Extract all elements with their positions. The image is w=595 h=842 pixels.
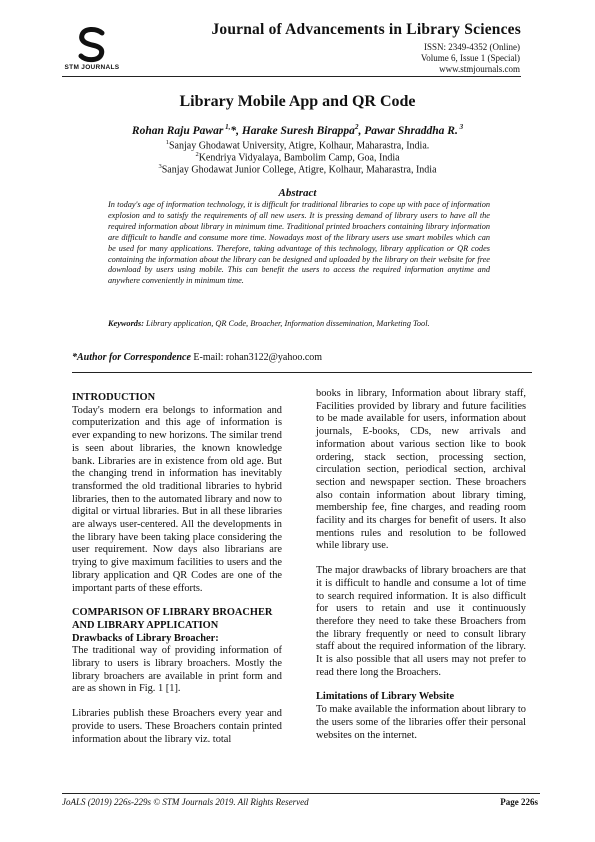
publish-paragraph: Libraries publish these Broachers every year and provide to users. These Broachers contain printed information about the library viz. total bbox=[72, 708, 282, 745]
author-name: Pawar Shraddha R. bbox=[364, 124, 458, 137]
limitations-paragraph: To make available the information about library to the users some of the libraries offer their personal websites on the internet. bbox=[316, 704, 526, 741]
introduction-paragraph: Today's modern era belongs to information and computerization and this age of information is ever expanding to new horizons. The similar trend is seen about libraries, the known knowledge bank. Libraries are in existence from old age. But the changing trend in information has inevitably transformed the old traditional libraries to hybrid libraries, then to the automated library and now to digital or virtual libraries. But in all these libraries are always user-centered. All the developments in the library have been taking place considering the user requirement. Now days also librarians are trying to give maximum facilities to users and the library application and QR Codes are one of the important parts of these efforts. bbox=[72, 404, 282, 594]
comparison-heading: COMPARISON OF LIBRARY BROACHER AND LIBRARY APPLICATION bbox=[72, 607, 273, 631]
author-affil-marker: 3 bbox=[457, 123, 464, 131]
correspondence-label: *Author for Correspondence bbox=[72, 352, 191, 363]
broacher-contents-paragraph: books in library, Information about library staff, Facilities provided by library and future facilities to be made available for users, information about journals, E-books, CDs, new arrivals and information about various section like to book ordering, stack section, processing section, circulation section, periodical section, archival section and newspaper section. These broachers also contain information about library timing, membership fee, fine charges, and reading room facility and its charges for benefit of users. It also mentions rules and resolution to be followed while library use. bbox=[316, 388, 526, 552]
body-column-right bbox=[316, 388, 526, 742]
affiliation-marker: 1 bbox=[165, 139, 169, 146]
stm-logo-icon bbox=[74, 26, 110, 64]
author-affil-marker: 2 bbox=[354, 123, 359, 131]
logo-text: STM JOURNALS bbox=[64, 64, 120, 71]
keywords-text: Library application, QR Code, Broacher, Information dissemination, Marketing Tool. bbox=[143, 319, 430, 328]
author-affil-marker: 1, bbox=[223, 123, 231, 131]
drawbacks-paragraph: The traditional way of providing information of library to users is library broachers. Mostly the library broachers are available in print form and are as shown in Fig. 1 [1]. bbox=[72, 645, 282, 695]
article-title: Library Mobile App and QR Code bbox=[179, 93, 416, 110]
drawbacks-detail-paragraph: The major drawbacks of library broachers are that it is difficult to handle and consume a lot of time to search required information. It is also difficult for users to retain and use it continuously therefore they need to take these Broachers from the library frequently or need to consult library staff about the required information of the library. It is also possible that all users may not prefer to read there long the Broachers. bbox=[316, 565, 526, 678]
author-name: Harake Suresh Birappa bbox=[241, 124, 355, 137]
introduction-heading: INTRODUCTION bbox=[72, 392, 156, 403]
affiliation-text: Sanjay Ghodawat University, Atigre, Kolhaur, Maharastra, India. bbox=[168, 140, 430, 152]
footer-citation: JoALS (2019) 226s-229s © STM Journals 2019. All Rights Reserved bbox=[62, 797, 309, 807]
correspondence bbox=[72, 352, 322, 363]
journal-title: Journal of Advancements in Library Sciences bbox=[211, 21, 521, 38]
keywords-label: Keywords: bbox=[108, 319, 144, 328]
header-divider bbox=[62, 76, 521, 77]
correspondence-email: E-mail: rohan3122@yahoo.com bbox=[190, 352, 323, 363]
affiliation bbox=[0, 139, 595, 151]
journal-website-link[interactable]: www.stmjournals.com bbox=[439, 64, 520, 74]
affiliation bbox=[0, 151, 595, 163]
issn: ISSN: 2349-4352 (Online) bbox=[424, 42, 520, 52]
abstract-heading: Abstract bbox=[278, 187, 317, 199]
footer-divider bbox=[62, 793, 540, 794]
affiliation-marker: 2 bbox=[195, 151, 199, 158]
affiliation-text: Sanjay Ghodawat Junior College, Atigre, Kolhaur, Maharastra, India bbox=[161, 164, 437, 176]
author-name: Rohan Raju Pawar bbox=[131, 124, 224, 137]
volume-issue: Volume 6, Issue 1 (Special) bbox=[420, 53, 520, 63]
stm-journals-logo bbox=[62, 26, 122, 78]
drawbacks-subheading: Drawbacks of Library Broacher: bbox=[72, 632, 219, 644]
page-number: Page 226s bbox=[500, 797, 538, 807]
keywords bbox=[108, 319, 490, 330]
author-list bbox=[0, 123, 595, 137]
abstract-text: In today's age of information technology, it is difficult for traditional libraries to cope up with pace of information explosion and to satisfy the requirements of all new users. It is pressing demand of library users to have all the required information about library in minimum time. Traditional printed broachers containing library information are difficult to handle and consume more time. Nowadays most of the library users use smart mobiles which can be used for many applications. Therefore, taking advantage of this technology, library application or QR codes containing the information about the library can be designed and uploaded by the library on their website for free download by users using mobile. This can benefit the users to access the required information anytime and anywhere conveniently in minimum time. bbox=[108, 200, 490, 286]
affiliation-marker: 3 bbox=[158, 163, 162, 170]
section-divider bbox=[72, 372, 532, 373]
affiliation bbox=[0, 163, 595, 175]
author-separator: , bbox=[358, 124, 365, 137]
body-column-left bbox=[72, 392, 282, 746]
affiliation-text: Kendriya Vidyalaya, Bambolim Camp, Goa, India bbox=[198, 152, 400, 164]
author-separator: *, bbox=[230, 124, 242, 137]
limitations-subheading: Limitations of Library Website bbox=[316, 691, 455, 703]
